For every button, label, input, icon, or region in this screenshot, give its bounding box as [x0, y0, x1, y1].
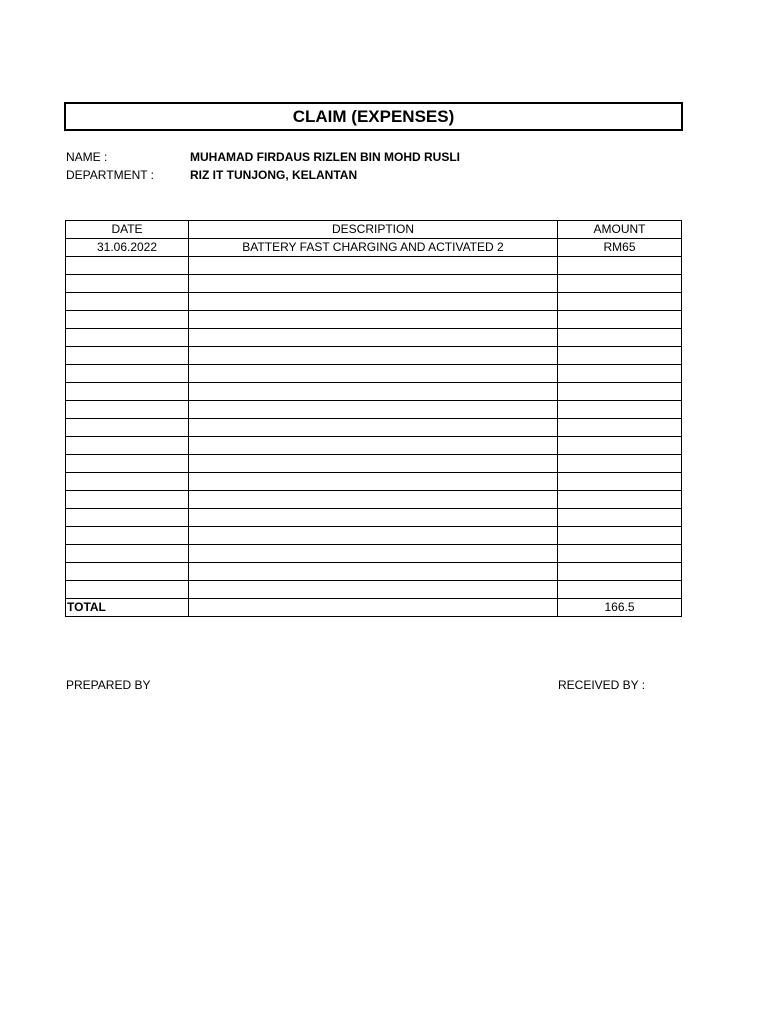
cell-description	[189, 581, 558, 599]
cell-amount	[558, 311, 682, 329]
table-row	[66, 239, 682, 257]
cell-amount	[558, 437, 682, 455]
cell-description	[189, 347, 558, 365]
cell-description	[189, 329, 558, 347]
table-row	[66, 563, 682, 581]
cell-date	[66, 275, 189, 293]
cell-date	[66, 491, 189, 509]
department-label: DEPARTMENT :	[66, 168, 155, 182]
cell-amount	[558, 365, 682, 383]
cell-description	[189, 383, 558, 401]
claim-title: CLAIM (EXPENSES)	[64, 102, 683, 131]
cell-amount	[558, 563, 682, 581]
cell-amount	[558, 455, 682, 473]
table-row	[66, 257, 682, 275]
cell-amount	[558, 293, 682, 311]
expense-table-body	[66, 221, 682, 617]
table-row	[66, 455, 682, 473]
cell-amount	[558, 383, 682, 401]
cell-date	[66, 527, 189, 545]
total-row	[66, 599, 682, 617]
total-label: TOTAL	[66, 599, 189, 617]
header-date: DATE	[66, 221, 189, 239]
table-row	[66, 473, 682, 491]
cell-description	[189, 527, 558, 545]
cell-date	[66, 347, 189, 365]
table-row	[66, 419, 682, 437]
table-row	[66, 401, 682, 419]
cell-date	[66, 563, 189, 581]
cell-description	[189, 491, 558, 509]
cell-description	[189, 545, 558, 563]
cell-date	[66, 383, 189, 401]
cell-amount	[558, 581, 682, 599]
cell-description	[189, 419, 558, 437]
cell-date	[66, 419, 189, 437]
cell-date	[66, 365, 189, 383]
cell-amount	[558, 401, 682, 419]
cell-amount	[558, 329, 682, 347]
table-row	[66, 581, 682, 599]
cell-date	[66, 437, 189, 455]
table-row	[66, 311, 682, 329]
prepared-by-label: PREPARED BY	[66, 678, 151, 692]
table-row	[66, 275, 682, 293]
table-row	[66, 365, 682, 383]
cell-amount	[558, 347, 682, 365]
cell-amount	[558, 509, 682, 527]
cell-amount	[558, 419, 682, 437]
cell-date	[66, 311, 189, 329]
cell-description	[189, 365, 558, 383]
cell-date	[66, 509, 189, 527]
received-by-label: RECEIVED BY :	[558, 678, 646, 692]
name-value: MUHAMAD FIRDAUS RIZLEN BIN MOHD RUSLI	[190, 150, 460, 164]
cell-amount	[558, 473, 682, 491]
cell-description	[189, 563, 558, 581]
cell-description	[189, 293, 558, 311]
cell-date	[66, 329, 189, 347]
cell-description	[189, 257, 558, 275]
cell-description	[189, 401, 558, 419]
table-row	[66, 437, 682, 455]
cell-description	[189, 455, 558, 473]
total-amount: 166.5	[558, 599, 682, 617]
table-row	[66, 383, 682, 401]
table-header-row	[66, 221, 682, 239]
table-row	[66, 293, 682, 311]
cell-amount	[558, 257, 682, 275]
cell-description: BATTERY FAST CHARGING AND ACTIVATED 2	[189, 239, 558, 257]
total-description	[189, 599, 558, 617]
cell-description	[189, 473, 558, 491]
name-label: NAME :	[66, 150, 108, 164]
cell-date	[66, 401, 189, 419]
cell-amount	[558, 275, 682, 293]
expense-table	[65, 220, 682, 617]
cell-date	[66, 581, 189, 599]
cell-description	[189, 311, 558, 329]
table-row	[66, 509, 682, 527]
department-value: RIZ IT TUNJONG, KELANTAN	[190, 168, 358, 182]
cell-description	[189, 437, 558, 455]
cell-date	[66, 545, 189, 563]
header-amount: AMOUNT	[558, 221, 682, 239]
cell-amount: RM65	[558, 239, 682, 257]
table-row	[66, 329, 682, 347]
table-row	[66, 545, 682, 563]
cell-date	[66, 293, 189, 311]
cell-amount	[558, 491, 682, 509]
table-row	[66, 527, 682, 545]
header-description: DESCRIPTION	[189, 221, 558, 239]
cell-date: 31.06.2022	[66, 239, 189, 257]
cell-date	[66, 455, 189, 473]
table-row	[66, 347, 682, 365]
cell-description	[189, 509, 558, 527]
cell-date	[66, 473, 189, 491]
cell-date	[66, 257, 189, 275]
cell-amount	[558, 527, 682, 545]
table-row	[66, 491, 682, 509]
cell-description	[189, 275, 558, 293]
cell-amount	[558, 545, 682, 563]
